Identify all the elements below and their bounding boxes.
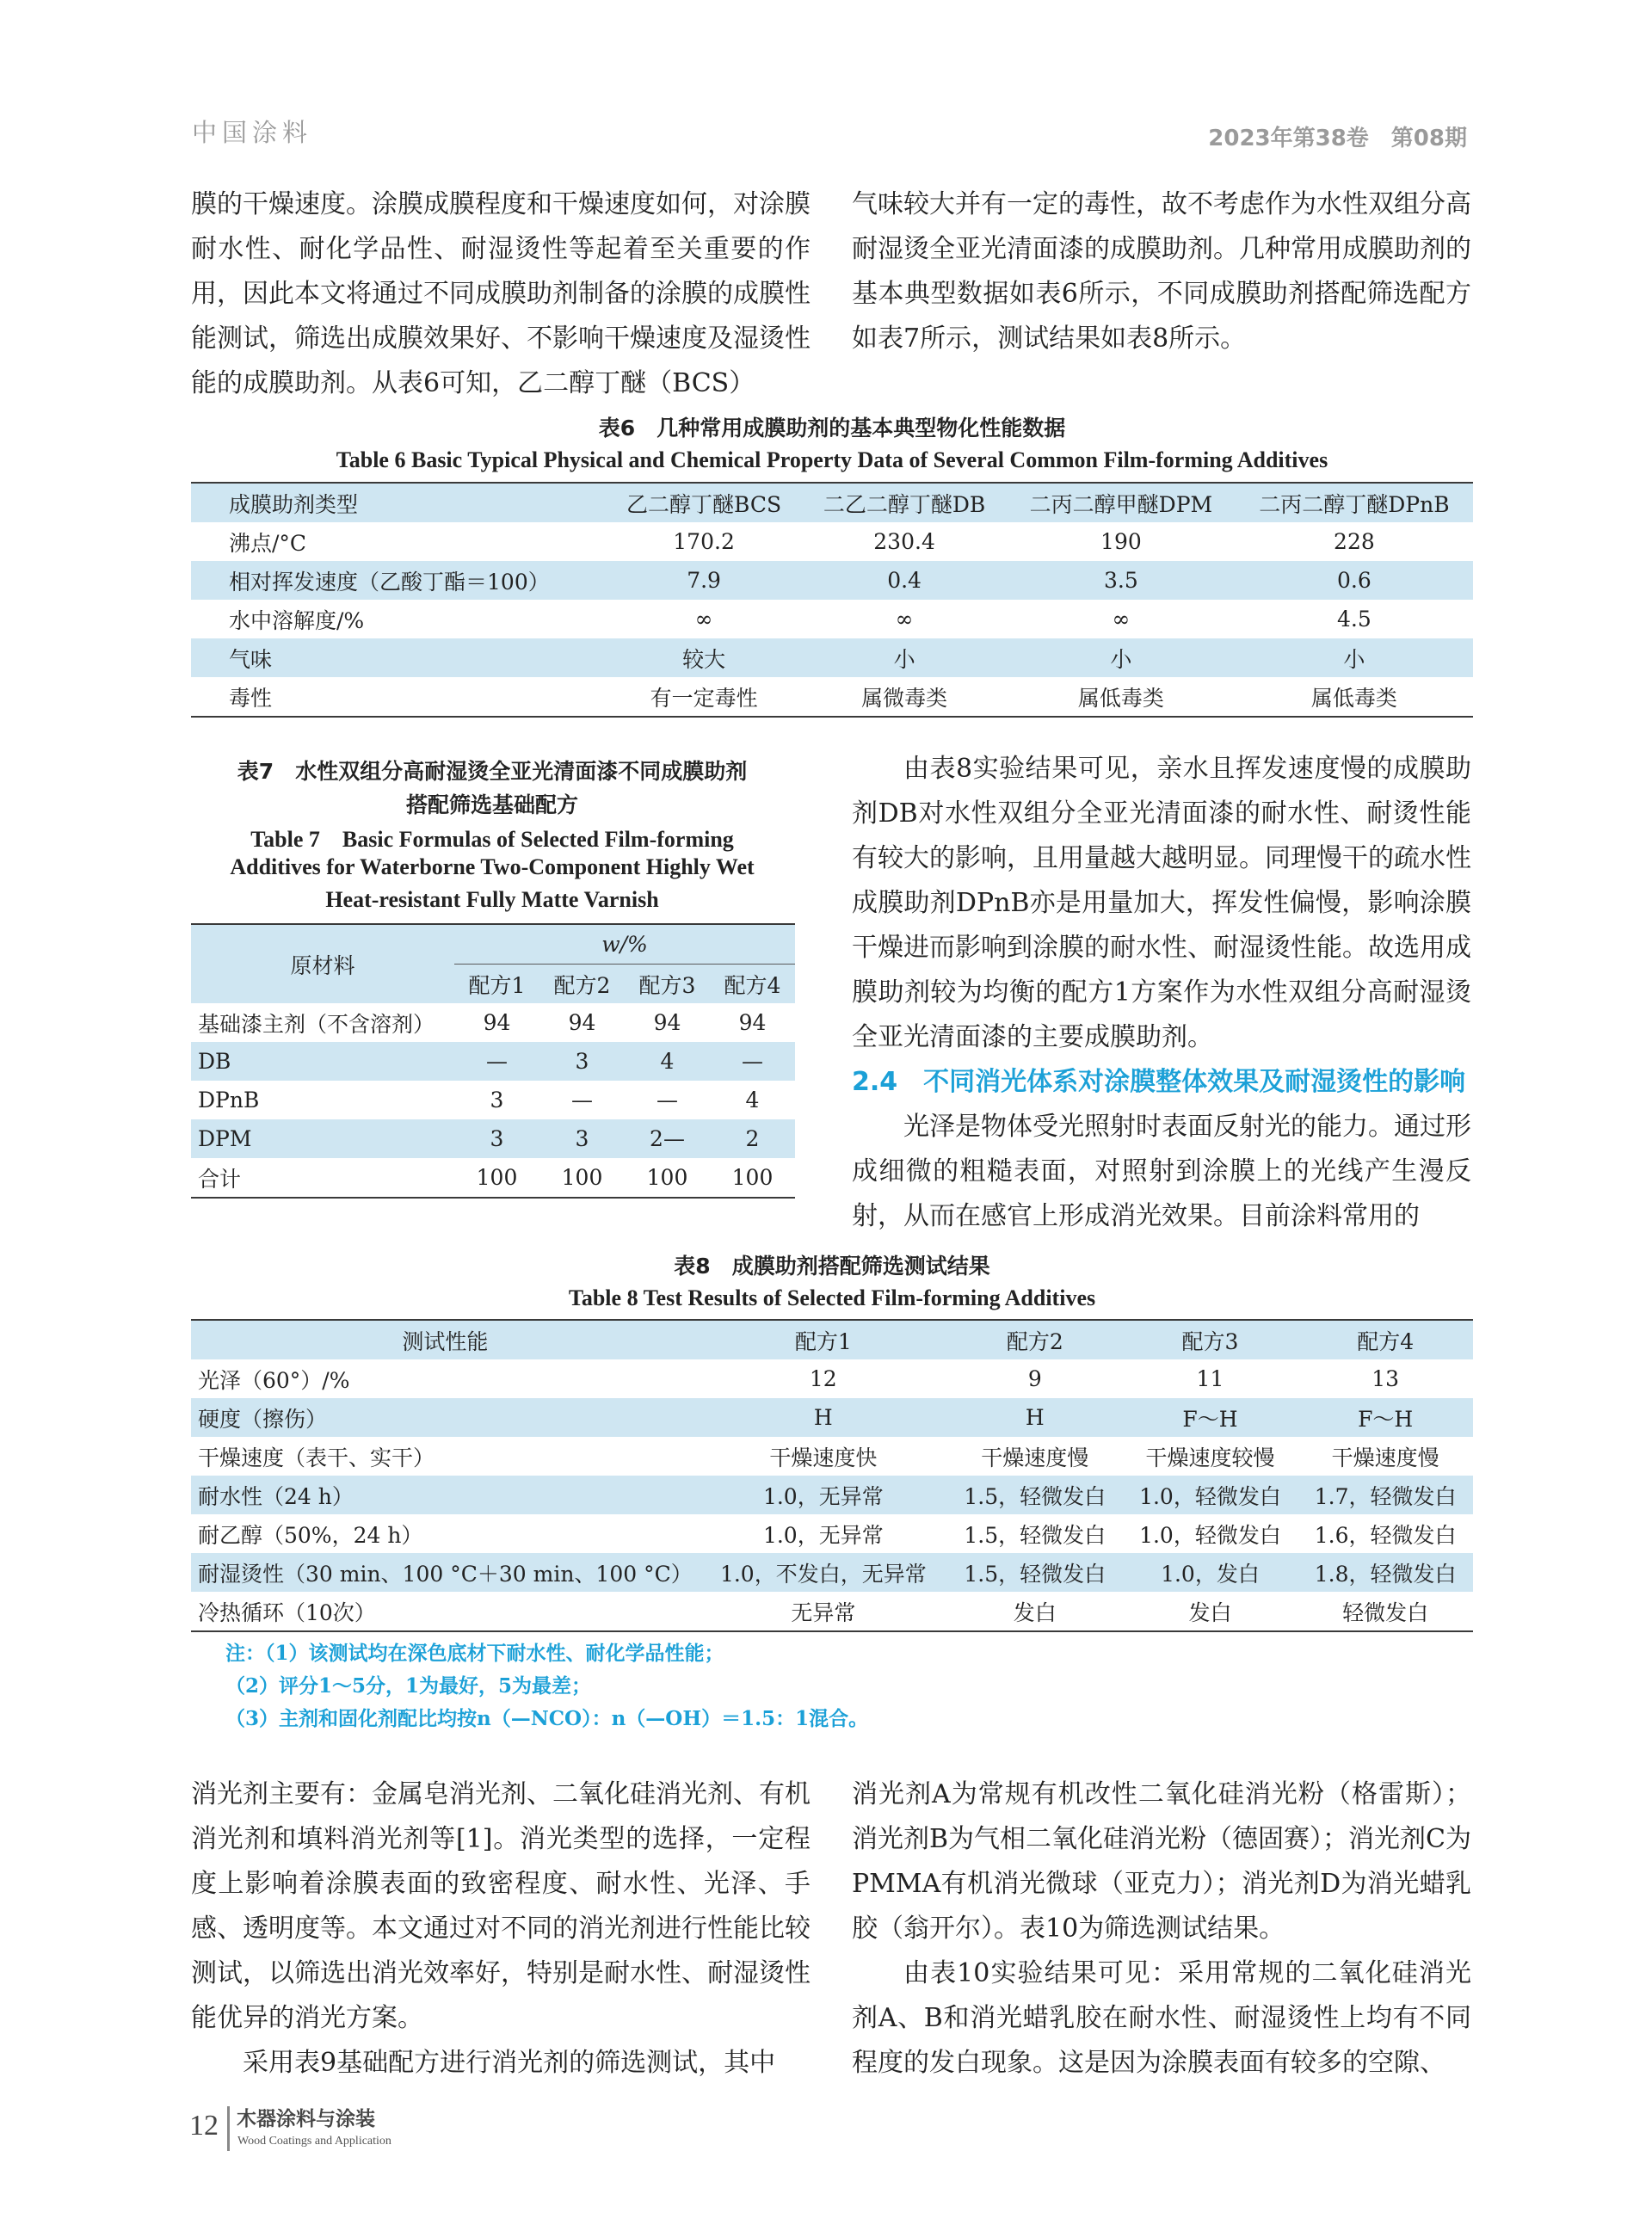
table-header-cell: 配方1 — [454, 965, 539, 1004]
table-cell: ∞ — [1112, 607, 1131, 632]
paragraph: 消光剂A为常规有机改性二氧化硅消光粉（格雷斯）；消光剂B为气相二氧化硅消光粉（德固赛）；消光剂C为PMMA有机消光微球（亚克力）；消光剂D为消光蜡乳胶（翁开尔）。表10为筛选测试结果。 — [852, 1779, 1471, 1944]
table-cell: ∞ — [895, 607, 914, 632]
table-cell: 2— — [625, 1119, 710, 1158]
table-cell: 1.0，发白 — [1123, 1553, 1298, 1592]
table-row — [191, 1437, 1473, 1476]
table-cell: 较大 — [606, 638, 802, 677]
table7-caption-en-3: Heat-resistant Fully Matte Varnish — [325, 887, 659, 912]
table-row — [191, 1553, 1473, 1592]
table-cell: 小 — [1236, 638, 1473, 677]
table7-caption-cn: 表7 水性双组分高耐湿烫全亚光清面漆不同成膜助剂 — [237, 759, 748, 784]
paragraph: 由表8实验结果可见，亲水且挥发速度慢的成膜助剂DB对水性双组分全亚光清面漆的耐水性、耐烫性能有较大的影响，且用量越大越明显。同理慢干的疏水性成膜助剂DPnB亦是用量加大，挥发性偏慢，影响涂膜干燥进而影响到涂膜的耐水性、耐湿烫性能。故选用成膜助剂较为均衡的配方1方案作为水性双组分高耐湿烫全亚光清面漆的主要成膜助剂。 — [852, 754, 1471, 1052]
top-left-column — [191, 182, 811, 406]
table-header-cell: 配方2 — [539, 965, 625, 1004]
table-cell: 100 — [561, 1165, 603, 1190]
table-cell: 光泽（60°）/% — [198, 1367, 350, 1393]
table-header-cell: 配方2 — [947, 1320, 1123, 1359]
table-cell: 1.8，轻微发白 — [1298, 1553, 1473, 1592]
paragraph: 光泽是物体受光照射时表面反射光的能力。通过形成细微的粗糙表面，对照射到涂膜上的光线产生漫反射，从而在感官上形成消光效果。目前涂料常用的 — [852, 1112, 1471, 1231]
table-cell: 94 — [568, 1010, 596, 1035]
table-cell: 9 — [1027, 1366, 1042, 1391]
table-cell: 无异常 — [791, 1599, 856, 1625]
table-cell: 属低毒类 — [1310, 685, 1397, 711]
table-row — [191, 522, 1473, 561]
table6 — [191, 482, 1473, 718]
footer-divider — [227, 2106, 230, 2151]
table-cell: 属低毒类 — [1077, 685, 1164, 711]
table-cell: 1.5，轻微发白 — [947, 1553, 1123, 1592]
issue-info: 2023年第38卷 第08期 — [1208, 126, 1467, 151]
table-header-cell: 二丙二醇甲醚DPM — [1007, 483, 1236, 522]
table-cell: 3.5 — [1007, 561, 1236, 600]
top-right-column — [852, 182, 1471, 361]
table6-caption-en: Table 6 Basic Typical Physical and Chemical Property Data of Several Common Film-forming Additives — [336, 447, 1328, 472]
table-cell: 耐湿烫性（30 min、100 °C＋30 min、100 °C） — [191, 1553, 700, 1592]
table6-caption-cn: 表6 几种常用成膜助剂的基本典型物化性能数据 — [598, 416, 1066, 441]
table-cell: — — [571, 1088, 593, 1112]
table-cell: 1.0，无异常 — [762, 1522, 884, 1548]
table7-caption-en-2: Additives for Waterborne Two-Component Highly Wet — [230, 854, 755, 879]
table-cell: 4 — [625, 1042, 710, 1081]
paragraph: 消光剂主要有：金属皂消光剂、二氧化硅消光剂、有机消光剂和填料消光剂等[1]。消光类型的选择，一定程度上影响着涂膜表面的致密程度、耐水性、光泽、手感、透明度等。本文通过对不同的消光剂进行性能比较测试，以筛选出消光效率好，特别是耐水性、耐湿烫性能优异的消光方案。 — [191, 1779, 811, 2033]
table-cell: 1.0，轻微发白 — [1123, 1476, 1298, 1514]
table-row — [191, 1081, 795, 1119]
magazine-name-cn: 木器涂料与涂装 — [237, 2108, 375, 2130]
table-cell: 属微毒类 — [861, 685, 948, 711]
table-cell: 1.6，轻微发白 — [1314, 1522, 1457, 1548]
table-cell: 耐乙醇（50%，24 h） — [198, 1522, 423, 1548]
table-cell: 沸点/°C — [229, 530, 307, 556]
table-cell: 合计 — [198, 1166, 242, 1192]
page-number: 12 — [189, 2110, 219, 2142]
table-cell: 水中溶解度/% — [229, 607, 365, 633]
table-cell: 4 — [745, 1088, 760, 1112]
magazine-name-en: Wood Coatings and Application — [237, 2135, 391, 2148]
table7-caption-cn-2: 搭配筛选基础配方 — [405, 792, 578, 817]
table-cell: 3 — [454, 1119, 539, 1158]
table-cell: 气味 — [191, 638, 606, 677]
table-cell: 100 — [731, 1165, 774, 1190]
table-cell: 毒性 — [229, 685, 273, 711]
table-row — [191, 561, 1473, 600]
table-header-cell: 测试性能 — [191, 1320, 700, 1359]
table-cell: 小 — [1007, 638, 1236, 677]
table-cell: DPnB — [198, 1088, 260, 1112]
table-cell: 有一定毒性 — [650, 685, 758, 711]
table-cell: 170.2 — [673, 529, 735, 554]
table-cell: ∞ — [694, 607, 713, 632]
table-cell: 230.4 — [873, 529, 935, 554]
table-header-cell: 成膜助剂类型 — [191, 483, 606, 522]
table-cell: 94 — [653, 1010, 681, 1035]
table-cell: 0.4 — [802, 561, 1007, 600]
table-row — [191, 677, 1473, 717]
table-cell: 轻微发白 — [1342, 1599, 1429, 1625]
table8-notes — [225, 1637, 868, 1735]
table-note: （2）评分1～5分，1为最好，5为最差； — [225, 1674, 592, 1698]
table-cell: DB — [191, 1042, 454, 1081]
table-cell: — — [710, 1042, 795, 1081]
table-cell: 7.9 — [606, 561, 802, 600]
table-cell: 1.0，无异常 — [700, 1476, 947, 1514]
table-row — [191, 1476, 1473, 1514]
table-cell: 1.7，轻微发白 — [1298, 1476, 1473, 1514]
bottom-left-column — [191, 1772, 811, 2086]
table-row — [191, 1514, 1473, 1553]
table-cell: 11 — [1196, 1366, 1224, 1391]
table-row — [191, 1398, 1473, 1437]
table-header-cell: 乙二醇丁醚BCS — [606, 483, 802, 522]
table-cell: 发白 — [1188, 1599, 1232, 1625]
table-cell: 冷热循环（10次） — [198, 1599, 376, 1625]
table-header-cell: 二丙二醇丁醚DPnB — [1236, 483, 1473, 522]
right-mid-column — [852, 747, 1471, 1239]
table-cell: 1.0，轻微发白 — [1139, 1522, 1281, 1548]
table-cell: 干燥速度慢 — [981, 1445, 1089, 1470]
paragraph: 采用表9基础配方进行消光剂的筛选测试，其中 — [243, 2048, 776, 2078]
table8 — [191, 1319, 1473, 1632]
table-cell: 100 — [646, 1165, 688, 1190]
table-cell: 干燥速度较慢 — [1145, 1445, 1275, 1470]
paragraph: 膜的干燥速度。涂膜成膜程度和干燥速度如何，对涂膜耐水性、耐化学品性、耐湿烫性等起着至关重要的作用，因此本文将通过不同成膜助剂制备的涂膜的成膜性能测试，筛选出成膜效果好、不影响干燥速度及湿烫性能的成膜助剂。从表6可知，乙二醇丁醚（BCS） — [191, 189, 811, 398]
table-header-row — [191, 483, 1473, 522]
table-cell: 干燥速度快 — [769, 1445, 878, 1470]
table-cell: 94 — [483, 1010, 511, 1035]
table-row — [191, 600, 1473, 638]
section-heading: 2.4 不同消光体系对涂膜整体效果及耐湿烫性的影响 — [852, 1067, 1466, 1097]
table-row — [191, 1003, 795, 1042]
table8-caption-en: Table 8 Test Results of Selected Film-forming Additives — [568, 1285, 1096, 1310]
table-row — [191, 1042, 795, 1081]
table-header-cell: 配方4 — [1298, 1320, 1473, 1359]
table-cell: 硬度（擦伤） — [191, 1398, 700, 1437]
table-header-cell: 配方3 — [625, 965, 710, 1004]
table-cell: 1.0，不发白，无异常 — [700, 1553, 947, 1592]
table-cell: — — [656, 1088, 678, 1112]
table-cell: 190 — [1100, 529, 1142, 554]
table-cell: 发白 — [1013, 1599, 1057, 1625]
table-row — [191, 1592, 1473, 1631]
paragraph: 由表10实验结果可见：采用常规的二氧化硅消光剂A、B和消光蜡乳胶在耐水性、耐湿烫性上均有不同程度的发白现象。这是因为涂膜表面有较多的空隙、 — [852, 1958, 1471, 2078]
paragraph: 气味较大并有一定的毒性，故不考虑作为水性双组分高耐湿烫全亚光清面漆的成膜助剂。几种常用成膜助剂的基本典型数据如表6所示，不同成膜助剂搭配筛选配方如表7所示，测试结果如表8所示。 — [852, 189, 1471, 354]
table-cell: 228 — [1334, 529, 1375, 554]
table-cell: 干燥速度（表干、实干） — [198, 1445, 435, 1470]
table-note: （3）主剂和固化剂配比均按n（—NCO）：n（—OH）＝1.5：1混合。 — [225, 1707, 869, 1730]
table-header-cell: w/% — [454, 924, 795, 965]
journal-name: 中国涂料 — [192, 118, 313, 147]
table-row — [191, 638, 1473, 677]
table-row — [191, 1359, 1473, 1398]
table-header-cell: 二乙二醇丁醚DB — [802, 483, 1007, 522]
table-row — [191, 1119, 795, 1158]
table-cell: 基础漆主剂（不含溶剂） — [198, 1011, 435, 1037]
table-cell: 小 — [802, 638, 1007, 677]
table-note: 注：（1）该测试均在深色底材下耐水性、耐化学品性能； — [225, 1642, 724, 1665]
table-cell: 3 — [539, 1042, 625, 1081]
table-cell: H — [700, 1398, 947, 1437]
table-cell: H — [947, 1398, 1123, 1437]
table-cell: F～H — [1123, 1398, 1298, 1437]
table-header-row — [191, 1320, 1473, 1359]
table8-caption-cn: 表8 成膜助剂搭配筛选测试结果 — [674, 1254, 990, 1279]
table-cell: 100 — [476, 1165, 518, 1190]
table-cell: 相对挥发速度（乙酸丁酯＝100） — [191, 561, 606, 600]
table7 — [191, 923, 795, 1199]
table-cell: 1.5，轻微发白 — [964, 1522, 1106, 1548]
table-header-cell: 配方4 — [710, 965, 795, 1004]
table-cell: 0.6 — [1236, 561, 1473, 600]
table-cell: 94 — [738, 1010, 767, 1035]
table-cell: F～H — [1298, 1398, 1473, 1437]
table-cell: 2 — [710, 1119, 795, 1158]
table-cell: 耐水性（24 h） — [191, 1476, 700, 1514]
table-cell: DPM — [191, 1119, 454, 1158]
table-row — [191, 1158, 795, 1198]
table-cell: 干燥速度慢 — [1331, 1445, 1439, 1470]
table-header-cell: 原材料 — [191, 924, 454, 1003]
table-header-row — [191, 924, 795, 965]
table-cell: 4.5 — [1337, 607, 1372, 632]
table-cell: — — [454, 1042, 539, 1081]
table-cell: 12 — [809, 1366, 837, 1391]
table-cell: 13 — [1372, 1366, 1400, 1391]
table-header-cell: 配方3 — [1123, 1320, 1298, 1359]
table-cell: 1.5，轻微发白 — [947, 1476, 1123, 1514]
table-header-cell: 配方1 — [700, 1320, 947, 1359]
table-cell: 3 — [490, 1088, 504, 1112]
bottom-right-column — [852, 1772, 1471, 2086]
table-cell: 3 — [539, 1119, 625, 1158]
table7-caption-en: Table 7 Basic Formulas of Selected Film-forming — [250, 827, 734, 852]
